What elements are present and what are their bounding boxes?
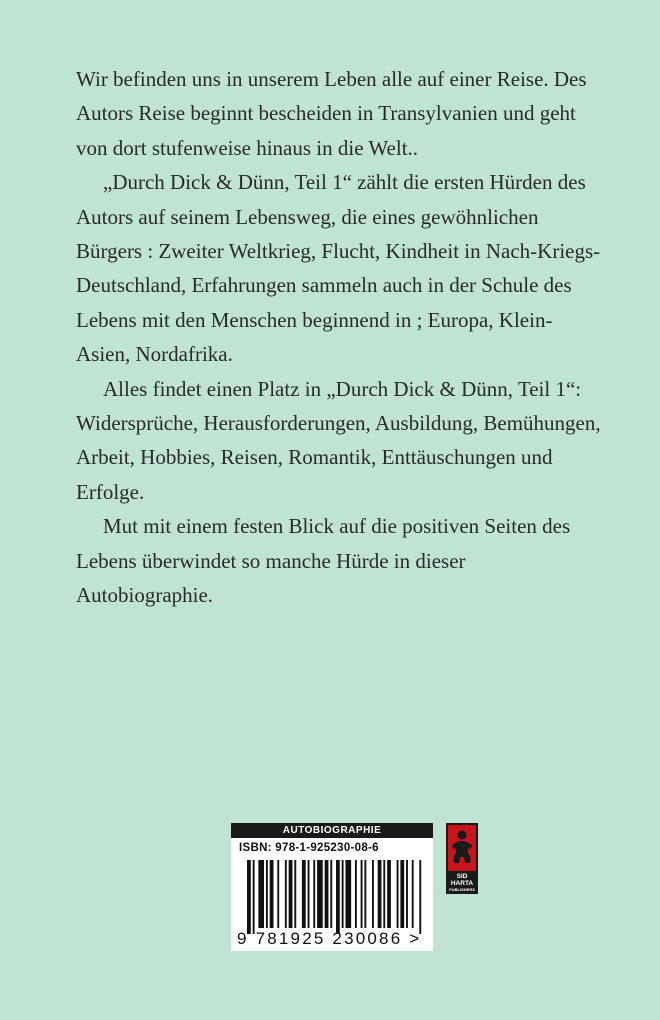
barcode-bar xyxy=(355,860,357,928)
barcode-bar xyxy=(342,860,344,928)
blurb-paragraph-4: Mut mit einem festen Blick auf die positiven Seiten des Lebens überwindet so manche Hürde in dieser Autobiographie. xyxy=(76,514,571,608)
blurb-paragraph-3: Alles findet einen Platz in „Durch Dick & Dünn, Teil 1“: Widersprüche, Herausforderungen, Ausbildung, Bemühungen, Arbeit, Hobbies, Reisen, Romantik, Enttäuschungen und Erfolge. xyxy=(76,376,601,504)
barcode-bar xyxy=(419,860,421,934)
barcode-bar xyxy=(372,860,374,928)
barcode-bar xyxy=(302,860,306,928)
barcode-bar xyxy=(412,860,414,928)
category-label: AUTOBIOGRAPHIE xyxy=(231,823,433,838)
barcode-bar xyxy=(364,860,366,928)
barcode-bar xyxy=(313,860,315,928)
barcode-bar xyxy=(383,860,385,928)
barcode-icon xyxy=(247,860,425,934)
barcode-bar xyxy=(330,860,332,928)
blurb-paragraph-2: „Durch Dick & Dünn, Teil 1“ zählt die ersten Hürden des Autors auf seinem Lebensweg, die eines gewöhnlichen Bürgers : Zweiter Weltkrieg, Flucht, Kindheit in Nach-Kriegs-Deutschland, Erfahrungen sammeln auch in der Schule des Lebens mit den Menschen beginnend in ; Europa, Klein-Asien, Nordafrika. xyxy=(76,170,601,367)
barcode-bar xyxy=(406,860,408,928)
barcode-bar xyxy=(277,860,279,928)
barcode-bar xyxy=(397,860,399,928)
barcode-bar xyxy=(387,860,391,928)
isbn-label: ISBN: 978-1-925230-08-6 xyxy=(239,842,379,854)
barcode-bar xyxy=(289,860,293,928)
barcode-bar xyxy=(361,860,363,928)
barcode-bar xyxy=(247,860,251,934)
ean-digits: 9 781925 230086 > xyxy=(237,929,422,948)
barcode-bar xyxy=(258,860,264,928)
barcode-bar xyxy=(400,860,404,928)
barcode-bar xyxy=(345,860,351,928)
publisher-logo xyxy=(446,823,478,894)
barcode-bar xyxy=(325,860,329,928)
barcode-bar xyxy=(253,860,255,934)
blurb-paragraph-1: Wir befinden uns in unserem Leben alle auf einer Reise. Des Autors Reise beginnt bescheiden in Transylvanien und geht von dort stufenweise hinaus in die Welt.. xyxy=(76,67,587,160)
barcode-bar xyxy=(378,860,382,928)
barcode-bar xyxy=(336,860,340,934)
publisher-logo-line3: PUBLISHERS xyxy=(449,887,475,892)
isbn-barcode-box xyxy=(231,823,433,951)
publisher-logo-line1: SID xyxy=(456,873,468,880)
publisher-logo-line2: HARTA xyxy=(450,880,474,887)
barcode-bar xyxy=(317,860,323,928)
barcode-bar xyxy=(294,860,296,928)
back-cover-blurb xyxy=(76,62,606,613)
barcode-bar xyxy=(308,860,310,928)
barcode-bar xyxy=(270,860,274,928)
barcode-bar xyxy=(285,860,287,928)
barcode-bar xyxy=(266,860,268,928)
